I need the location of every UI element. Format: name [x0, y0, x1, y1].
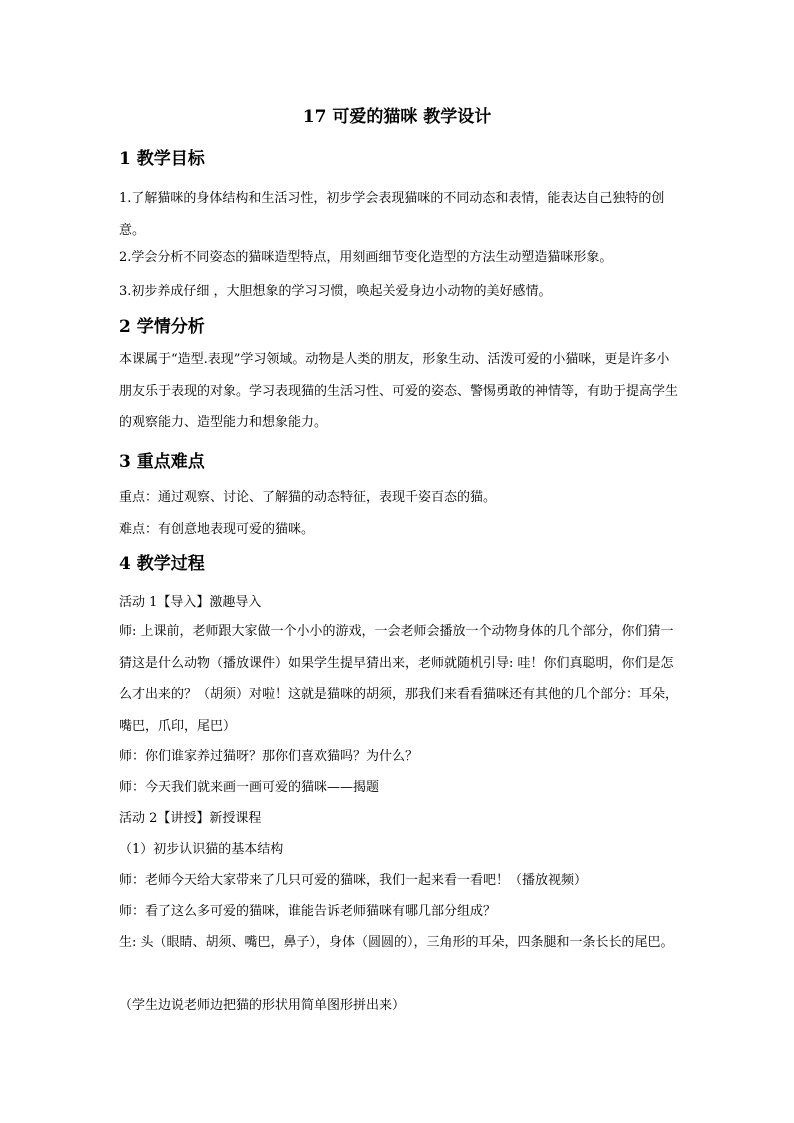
process-paragraph: 生: 头（眼睛、胡须、嘴巴，鼻子），身体（圆圆的），三角形的耳朵，四条腿和一条长长的尾巴。 — [119, 935, 674, 950]
process-paragraph: 师：你们谁家养过猫呀？那你们喜欢猫吗？为什么？ — [119, 749, 419, 764]
process-paragraph: 师：看了这么多可爱的猫咪，谁能告诉老师猫咪有哪几部分组成？ — [119, 904, 497, 919]
objective-paragraph: 3.初步养成仔细 ，大胆想象的学习习惯，唤起关爱身边小动物的美好感情。 — [119, 284, 552, 299]
section-heading-key-points: 3 重点难点 — [119, 452, 205, 472]
activity-heading: 活动 1【导入】激趣导入 — [119, 595, 262, 610]
process-subheading: （1）初步认识猫的基本结构 — [119, 842, 284, 857]
process-paragraph: 师: 上课前，老师跟大家做一个小小的游戏，一会老师会播放一个动物身体的几个部分，你们猜一猜这是什么动物（播放课件）如果学生提早猜出来，老师就随机引导: 哇！你们真聪明，你们是怎么才出来的？（胡须）对啦！这就是猫咪的胡须，那我们来看看猫咪还有其他的几个部分：耳朵，嘴巴，爪印，尾巴） — [119, 624, 679, 734]
activity-heading: 活动 2【讲授】新授课程 — [119, 811, 262, 826]
section-heading-analysis: 2 学情分析 — [119, 317, 205, 337]
section-heading-process: 4 教学过程 — [119, 554, 205, 574]
analysis-paragraph: 本课属于“造型.表现”学习领域。动物是人类的朋友，形象生动、活泼可爱的小猫咪，更是许多小朋友乐于表现的对象。学习表现猫的生活习性、可爱的姿态、警惕勇敢的神情等，有助于提高学生的观察能力、造型能力和想象能力。 — [119, 352, 679, 430]
process-paragraph: 师：老师今天给大家带来了几只可爱的猫咪，我们一起来看一看吧！（播放视频） — [119, 873, 588, 888]
difficulty-paragraph: 难点：有创意地表现可爱的猫咪。 — [119, 522, 315, 537]
section-heading-objectives: 1 教学目标 — [119, 149, 205, 169]
process-paragraph: 师：今天我们就来画一画可爱的猫咪——揭题 — [119, 780, 380, 795]
document-title: 17 可爱的猫咪 教学设计 — [302, 107, 492, 127]
objective-paragraph: 1.了解猫咪的身体结构和生活习性，初步学会表现猫咪的不同动态和表情，能表达自己独特的创意。 — [119, 191, 665, 238]
key-point-paragraph: 重点：通过观察、讨论、了解猫的动态特征，表现千姿百态的猫。 — [119, 490, 497, 505]
objective-paragraph: 2.学会分析不同姿态的猫咪造型特点，用刻画细节变化造型的方法生动塑造猫咪形象。 — [119, 250, 613, 265]
process-paragraph: （学生边说老师边把猫的形状用简单图形拼出来） — [119, 998, 406, 1013]
